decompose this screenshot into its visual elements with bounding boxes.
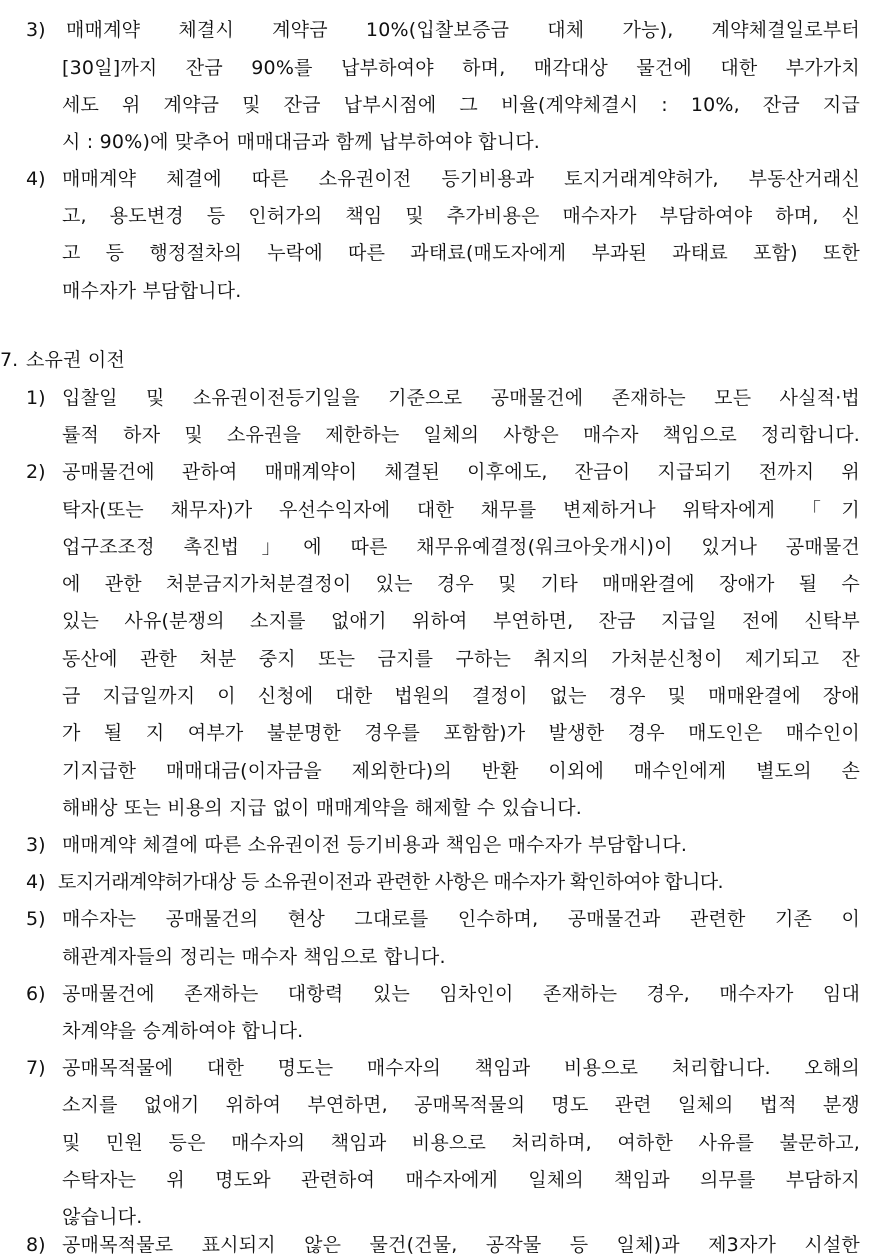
item-text-line: 공매물건에 존재하는 대항력 있는 임차인이 존재하는 경우, 매수자가 임대 xyxy=(62,983,860,1005)
item-text-line: 토지거래계약허가대상 등 소유권이전과 관련한 사항은 매수자가 확인하여야 합니다. xyxy=(58,871,723,893)
item-text-line: 않습니다. xyxy=(62,1206,143,1228)
item-text-line: 소지를 없애기 위하여 부연하면, 공매목적물의 명도 관련 일체의 법적 분쟁 xyxy=(62,1094,860,1116)
item-text-line: 고, 용도변경 등 인허가의 책임 및 추가비용은 매수자가 부담하여야 하며, 신 xyxy=(62,205,860,227)
item-text-line: 입찰일 및 소유권이전등기일을 기준으로 공매물건에 존재하는 모든 사실적·법 xyxy=(62,387,860,409)
item-text-line: 에 관한 처분금지가처분결정이 있는 경우 및 기타 매매완결에 장애가 될 수 xyxy=(62,573,860,595)
item-number: 8) xyxy=(26,1234,46,1256)
item-text-line: 및 민원 등은 매수자의 책임과 비용으로 처리하며, 여하한 사유를 불문하고, xyxy=(62,1132,860,1154)
item-text-line: 세도 위 계약금 및 잔금 납부시점에 그 비율(계약체결시 : 10%, 잔금 지급 xyxy=(62,94,860,116)
item-text-line: 금 지급일까지 이 신청에 대한 법원의 결정이 없는 경우 및 매매완결에 장애 xyxy=(62,685,860,707)
item-text-line: 해배상 또는 비용의 지급 없이 매매계약을 해제할 수 있습니다. xyxy=(62,797,583,819)
section-number: 7. xyxy=(0,349,19,371)
item-text-line: 동산에 관한 처분 중지 또는 금지를 구하는 취지의 가처분신청이 제기되고 잔 xyxy=(62,648,860,670)
item-text-line: 매매계약 체결시 계약금 10%(입찰보증금 대체 가능), 계약체결일로부터 xyxy=(66,19,860,41)
item-text-line: 시 : 90%)에 맞추어 매매대금과 함께 납부하여야 합니다. xyxy=(62,131,541,153)
item-text-line: 공매물건에 관하여 매매계약이 체결된 이후에도, 잔금이 지급되기 전까지 위 xyxy=(62,461,860,483)
item-number: 4) xyxy=(26,871,46,893)
item-number: 1) xyxy=(26,387,46,409)
item-text-line: 매매계약 체결에 따른 소유권이전 등기비용과 책임은 매수자가 부담합니다. xyxy=(62,834,688,856)
item-text-line: 기지급한 매매대금(이자금을 제외한다)의 반환 이외에 매수인에게 별도의 손 xyxy=(62,760,860,782)
item-number: 7) xyxy=(26,1057,46,1079)
item-text-line: 해관계자들의 정리는 매수자 책임으로 합니다. xyxy=(62,946,446,968)
item-text-line: 률적 하자 및 소유권을 제한하는 일체의 사항은 매수자 책임으로 정리합니다. xyxy=(62,424,860,446)
item-text-line: 가 될 지 여부가 불분명한 경우를 포함함)가 발생한 경우 매도인은 매수인이 xyxy=(62,722,860,744)
item-text-line: 있는 사유(분쟁의 소지를 없애기 위하여 부연하면, 잔금 지급일 전에 신탁부 xyxy=(62,610,860,632)
item-number: 4) xyxy=(26,168,46,190)
item-text-line: 차계약을 승계하여야 합니다. xyxy=(62,1020,304,1042)
section-title: 소유권 이전 xyxy=(26,349,126,371)
item-text-line: 고 등 행정절차의 누락에 따른 과태료(매도자에게 부과된 과태료 포함) 또한 xyxy=(62,242,860,264)
item-number: 3) xyxy=(26,834,46,856)
item-text-line: 매수자가 부담합니다. xyxy=(62,280,242,302)
item-text-line: 공매목적물로 표시되지 않은 물건(건물, 공작물 등 일체)과 제3자가 시설한 xyxy=(62,1234,860,1256)
item-text-line: [30일]까지 잔금 90%를 납부하여야 하며, 매각대상 물건에 대한 부가가치 xyxy=(62,57,860,79)
item-text-line: 업구조조정 촉진법」에 따른 채무유예결정(워크아웃개시)이 있거나 공매물건 xyxy=(62,536,860,558)
item-number: 5) xyxy=(26,908,46,930)
item-text-line: 매수자는 공매물건의 현상 그대로를 인수하며, 공매물건과 관련한 기존 이 xyxy=(62,908,860,930)
item-number: 6) xyxy=(26,983,46,1005)
item-text-line: 공매목적물에 대한 명도는 매수자의 책임과 비용으로 처리합니다. 오해의 xyxy=(62,1057,860,1079)
item-text-line: 수탁자는 위 명도와 관련하여 매수자에게 일체의 책임과 의무를 부담하지 xyxy=(62,1169,860,1191)
item-number: 2) xyxy=(26,461,46,483)
item-text-line: 탁자(또는 채무자)가 우선수익자에 대한 채무를 변제하거나 위탁자에게 「기 xyxy=(62,499,860,521)
item-text-line: 매매계약 체결에 따른 소유권이전 등기비용과 토지거래계약허가, 부동산거래신 xyxy=(62,168,860,190)
item-number: 3) xyxy=(26,19,46,41)
